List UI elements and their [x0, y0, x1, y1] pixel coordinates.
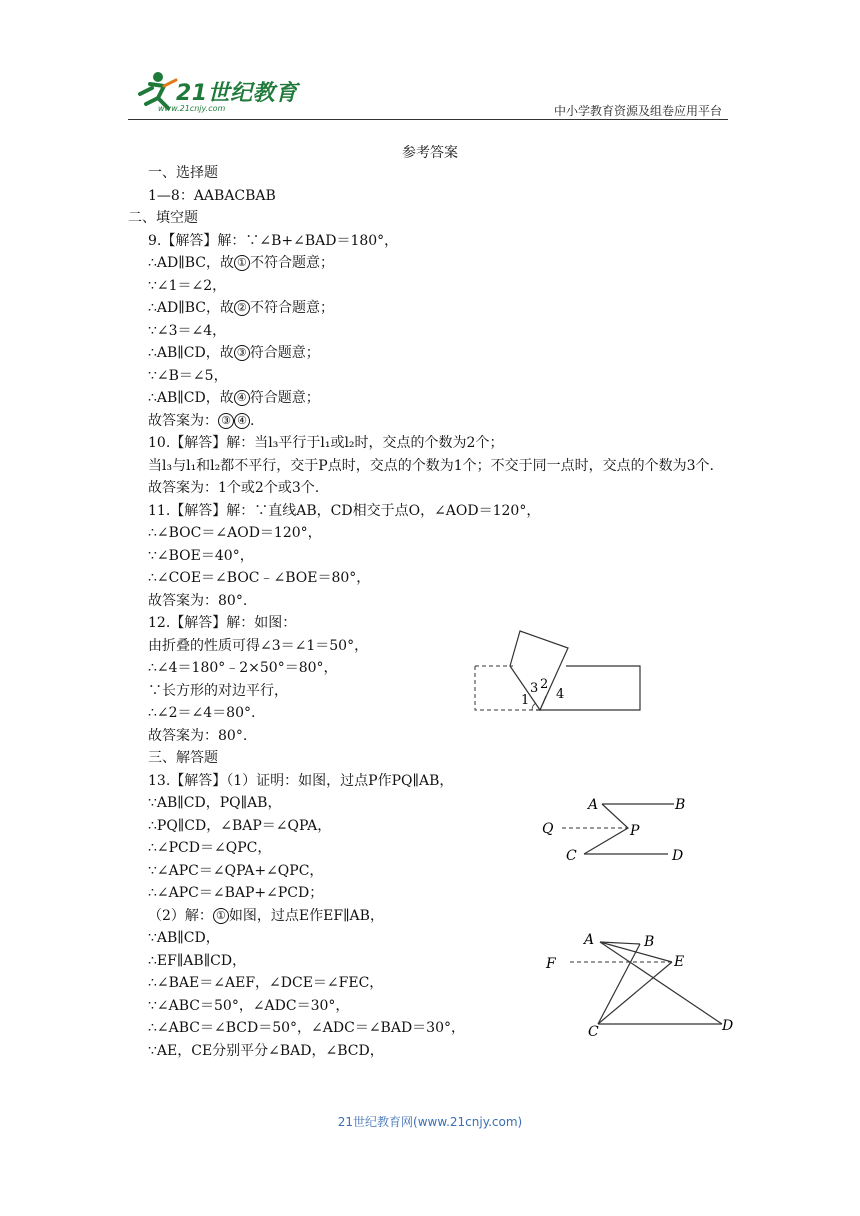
footer-link[interactable]: 21世纪教育网(www.21cnjy.com): [337, 1115, 523, 1129]
point-label: B: [644, 934, 655, 950]
logo-url: www.21cnjy.com: [158, 104, 226, 113]
q12-line: 故答案为：80°.: [148, 727, 248, 744]
circled-number: ①: [213, 908, 229, 924]
q10-line: 10.【解答】解：当l₃平行于l₁或l₂时，交点的个数为2个；: [148, 435, 504, 451]
q13-line: ∴PQ∥CD，∠BAP＝∠QPA，: [148, 817, 332, 834]
circled-number: ①: [234, 255, 250, 271]
q11-line: ∴∠BOC＝∠AOD＝120°，: [148, 525, 322, 541]
q11-line: ∵∠BOE＝40°，: [148, 547, 254, 564]
circled-number: ②: [234, 300, 250, 316]
q13-line: ∵∠APC＝∠QPA+∠QPC，: [148, 862, 324, 879]
q12-folding-figure: [470, 626, 646, 716]
circled-number: ④: [234, 390, 250, 406]
page-header: [128, 68, 728, 120]
q9-line: ∴AD∥BC，故 ② 不符合题意；: [148, 300, 334, 316]
point-label: Q: [542, 821, 554, 837]
q10-line: 当l₃与l₁和l₂都不平行，交于P点时，交点的个数为1个；不交于同一点时，交点的个数为3个.: [148, 457, 714, 474]
point-label: E: [674, 954, 685, 970]
q11-line: 11.【解答】解：∵直线AB，CD相交于点O，∠AOD＝120°，: [148, 502, 541, 519]
angle-label: 1: [521, 693, 530, 708]
point-label: D: [722, 1018, 734, 1034]
section-heading: 三、解答题: [148, 750, 218, 766]
q9-line: ∴AB∥CD，故 ④ 符合题意；: [148, 390, 320, 406]
point-label: A: [584, 932, 595, 948]
page-title: 参考答案: [402, 145, 458, 161]
q9-line: ∵∠B＝∠5，: [148, 367, 228, 384]
logo-text: 21世纪教育: [176, 81, 298, 106]
q12-line: ∴∠4＝180°﹣2×50°＝80°，: [148, 660, 338, 676]
q13-line: ∴∠BAE＝∠AEF，∠DCE＝∠FEC，: [148, 975, 384, 991]
point-label: F: [546, 956, 556, 972]
section-heading: 二、填空题: [128, 210, 198, 226]
q12-line: 12.【解答】解：如图：: [148, 615, 297, 631]
q13-line: 13.【解答】（1）证明：如图，过点P作PQ∥AB，: [148, 772, 454, 789]
q13-line: ∵AE，CE分别平分∠BAD，∠BCD，: [148, 1042, 384, 1059]
point-label: B: [675, 797, 686, 813]
point-label: D: [672, 848, 684, 864]
logo: [128, 68, 298, 118]
q13-line: ∵AB∥CD，: [148, 930, 220, 946]
point-label: A: [588, 797, 599, 813]
q12-line: 由折叠的性质可得∠3＝∠1＝50°，: [148, 637, 369, 654]
q10-line: 故答案为：1个或2个或3个.: [148, 480, 320, 496]
q11-line: ∴∠COE＝∠BOC﹣∠BOE＝80°，: [148, 570, 371, 586]
platform-text: 中小学教育资源及组卷应用平台: [553, 104, 722, 118]
header-divider: [128, 119, 728, 120]
circled-number: ④: [234, 413, 250, 429]
q9-line: 故答案为： ③ ④ .: [148, 412, 255, 429]
angle-label: 4: [556, 687, 565, 702]
angle-label: 2: [540, 677, 549, 692]
q9-line: ∵∠1＝∠2，: [148, 277, 227, 294]
section-heading: 一、选择题: [148, 165, 218, 181]
q13-line: ∴∠APC＝∠BAP+∠PCD；: [148, 885, 324, 901]
q13-line: ∴∠ABC＝∠BCD＝50°，∠ADC＝∠BAD＝30°，: [148, 1020, 465, 1036]
point-label: P: [630, 823, 640, 839]
q9-line: ∵∠3＝∠4，: [148, 322, 227, 339]
q11-line: 故答案为：80°.: [148, 592, 248, 609]
q13-line: ∵AB∥CD，PQ∥AB，: [148, 795, 282, 811]
q12-line: ∵长方形的对边平行，: [148, 682, 288, 699]
angle-label: 3: [530, 681, 539, 696]
q13-figure-1: [538, 794, 694, 866]
q13-line: ∴EF∥AB∥CD，: [148, 952, 247, 969]
q9-line: ∴AD∥BC，故 ① 不符合题意；: [148, 255, 334, 271]
choice-answers: 1—8：AABACBAB: [148, 187, 276, 204]
q12-line: ∴∠2＝∠4＝80°.: [148, 705, 256, 721]
circled-number: ③: [218, 413, 234, 429]
q13-line: ∵∠ABC＝50°，∠ADC＝30°，: [148, 997, 350, 1014]
circled-number: ③: [234, 345, 250, 361]
q13-line: （2）解： ① 如图，过点E作EF∥AB，: [148, 907, 384, 924]
q9-line: ∴AB∥CD，故 ③ 符合题意；: [148, 345, 320, 361]
point-label: C: [566, 848, 577, 864]
q9-line: 9.【解答】解：∵∠B+∠BAD＝180°，: [148, 232, 399, 249]
q13-line: ∴∠PCD＝∠QPC，: [148, 840, 272, 856]
q13-figure-2: [540, 926, 740, 1044]
point-label: C: [588, 1024, 599, 1040]
